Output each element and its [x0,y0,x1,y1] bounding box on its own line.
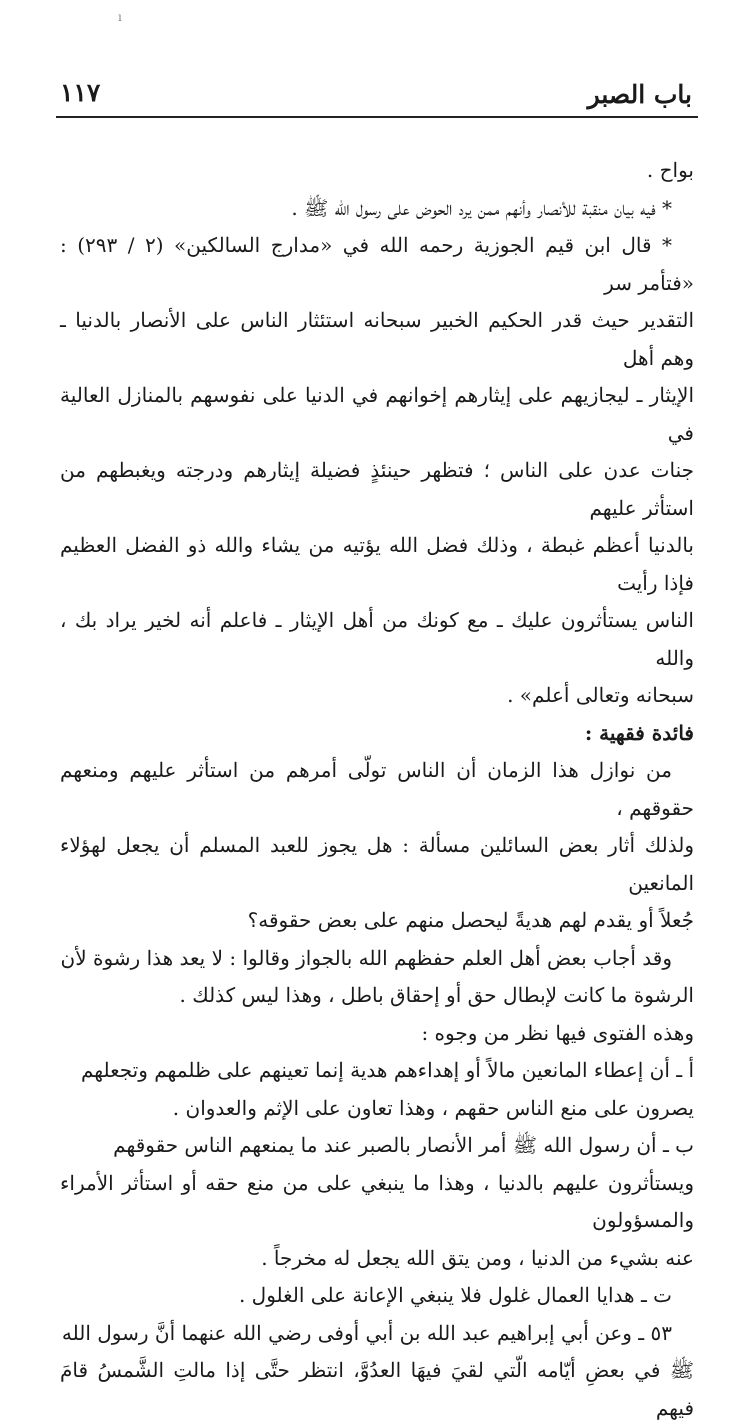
page-body [60,152,694,1427]
text-line: الناس يستأثرون عليك ـ مع كونك من أهل الإيثار ـ فاعلم أنه لخير يراد بك ، والله [60,608,694,670]
text-line: * فيه بيان منقبة للأنصار وأنهم ممن يرد الحوض على رسول الله ﷺ . [291,195,672,220]
text-line: الرشوة ما كانت لإبطال حق أو إحقاق باطل ، وهذا ليس كذلك . [179,983,694,1007]
text-line: وقد أجاب بعض أهل العلم حفظهم الله بالجواز وقالوا : لا يعد هذا رشوة لأن [60,945,672,970]
text-line: سبحانه وتعالى أعلم» . [507,683,694,707]
text-line: جنات عدن على الناس ؛ فتظهر حينئذٍ فضيلة إيثارهم ودرجته ويغبطهم من استأثر عليهم [60,458,694,520]
text-line: ت ـ هدايا العمال غلول فلا ينبغي الإعانة على الغلول . [238,1283,672,1307]
page-number: ١١٧ [60,78,101,107]
text-line: ولذلك أثار بعض السائلين مسألة : هل يجوز للعبد المسلم أن يجعل لهؤلاء المانعين [60,833,694,895]
text-line: يصرون على منع الناس حقهم ، وهذا تعاون على الإثم والعدوان . [172,1095,694,1120]
text-line: الإيثار ـ ليجازيهم على إيثارهم إخوانهم في الدنيا على نفوسهم بالمنازل العالية في [60,383,694,445]
hadith-line: ٥٣ ـ وعن أبي إبراهيم عبد الله بن أبي أوفى رضي الله عنهما أنَّ رسول الله [61,1320,672,1345]
hadith-line: ﷺ في بعضِ أيّامه الّتي لقيَ فيهَا العدُوَّ، انتظر حتَّى إذا مالتِ الشَّمسُ قامَ فيهم [60,1358,694,1420]
text-line: التقدير حيث قدر الحكيم الخبير سبحانه استئثار الناس على الأنصار بالدنيا ـ وهم أهل [60,308,694,370]
text-line: بواح . [646,158,694,182]
section-heading: فائدة فقهية : [584,720,694,745]
text-line: وهذه الفتوى فيها نظر من وجوه : [421,1020,694,1045]
text-line: * قال ابن قيم الجوزية رحمه الله في «مدارج السالكين» (٢ / ٢٩٣) : «فتأمر سر [60,233,694,295]
page-speck: ı [118,10,122,24]
text-line: ب ـ أن رسول الله ﷺ أمر الأنصار بالصبر عند ما يمنعهم الناس حقوقهم [113,1133,694,1157]
text-line: جُعلاً أو يقدم لهم هديةً ليحصل منهم على بعض حقوقه؟ [247,908,694,932]
header-rule [56,116,698,118]
text-line: عنه بشيء من الدنيا ، ومن يتق الله يجعل له مخرجاً . [261,1245,694,1270]
text-line: أ ـ أن إعطاء المانعين مالاً أو إهداءهم هدية إنما تعينهم على ظلمهم وتجعلهم [80,1058,694,1082]
text-line: بالدنيا أعظم غبطة ، وذلك فضل الله يؤتيه من يشاء والله ذو الفضل العظيم فإذا رأيت [60,533,694,595]
chapter-title: باب الصبر [587,80,692,109]
text-line: ويستأثرون عليهم بالدنيا ، وهذا ما ينبغي على من منع حقه أو استأثر الأمراء والمسؤولون [60,1170,694,1232]
text-line: من نوازل هذا الزمان أن الناس تولّى أمرهم من استأثر عليهم ومنعهم حقوقهم ، [60,758,694,820]
